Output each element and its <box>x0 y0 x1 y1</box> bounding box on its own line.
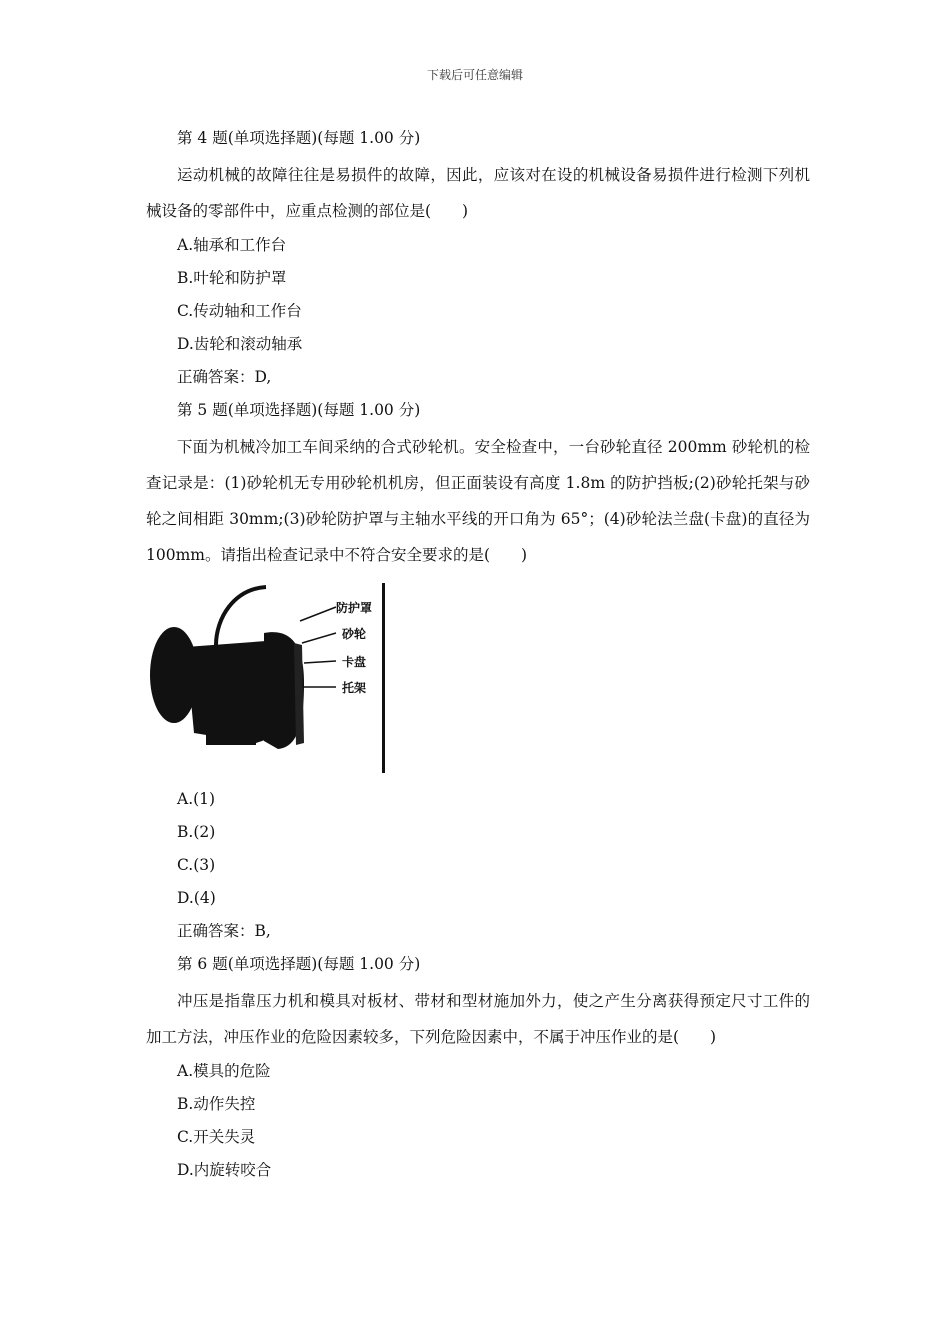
q6-stem: 冲压是指靠压力机和模具对板材、带材和型材施加外力，使之产生分离获得预定尺寸工件的加工方法，冲压作业的危险因素较多，下列危险因素中，不属于冲压作业的是( ) <box>146 992 810 1046</box>
document-body <box>146 122 810 1187</box>
q5-option-c: C.(3) <box>177 856 216 874</box>
q4-option-c: C.传动轴和工作台 <box>177 302 302 320</box>
figure-label-guard: 防护罩 <box>336 601 373 615</box>
q4-title: 第 4 题(单项选择题)(每题 1.00 分) <box>177 129 421 147</box>
grinder-figure <box>146 583 386 775</box>
q4-answer: 正确答案：D, <box>177 368 272 386</box>
q6-title: 第 6 题(单项选择题)(每题 1.00 分) <box>177 955 421 973</box>
q4-stem: 运动机械的故障往往是易损件的故障，因此，应该对在设的机械设备易损件进行检测下列机械设备的零部件中，应重点检测的部位是( ) <box>146 166 810 220</box>
q5-answer: 正确答案：B, <box>177 922 271 940</box>
q5-option-a: A.(1) <box>177 790 216 808</box>
q4-option-d: D.齿轮和滚动轴承 <box>177 335 303 353</box>
q4-option-b: B.叶轮和防护罩 <box>177 269 287 287</box>
q6-option-d: D.内旋转咬合 <box>177 1161 272 1179</box>
q5-title: 第 5 题(单项选择题)(每题 1.00 分) <box>177 401 421 419</box>
figure-label-wheel: 砂轮 <box>342 627 367 641</box>
q5-stem: 下面为机械冷加工车间采纳的合式砂轮机。安全检查中，一台砂轮直径 200mm 砂轮机的检查记录是：(1)砂轮机无专用砂轮机机房，但正面装设有高度 1.8m 的防护挡板;(2)砂轮托架与砂轮之间相距 30mm;(3)砂轮防护罩与主轴水平线的开口角为 65°；(4)砂轮法兰盘(卡盘)的直径为 100mm。请指出检查记录中不符合安全要求的是( ) <box>146 438 810 564</box>
q4-option-a: A.轴承和工作台 <box>177 236 287 254</box>
q6-option-c: C.开关失灵 <box>177 1128 256 1146</box>
q5-option-b: B.(2) <box>177 823 216 841</box>
figure-label-rest: 托架 <box>342 681 367 695</box>
q6-option-a: A.模具的危险 <box>177 1062 271 1080</box>
q5-option-d: D.(4) <box>177 889 216 907</box>
q6-option-b: B.动作失控 <box>177 1095 256 1113</box>
figure-label-chuck: 卡盘 <box>342 655 367 669</box>
page-header: 下载后可任意编辑 <box>426 68 523 82</box>
